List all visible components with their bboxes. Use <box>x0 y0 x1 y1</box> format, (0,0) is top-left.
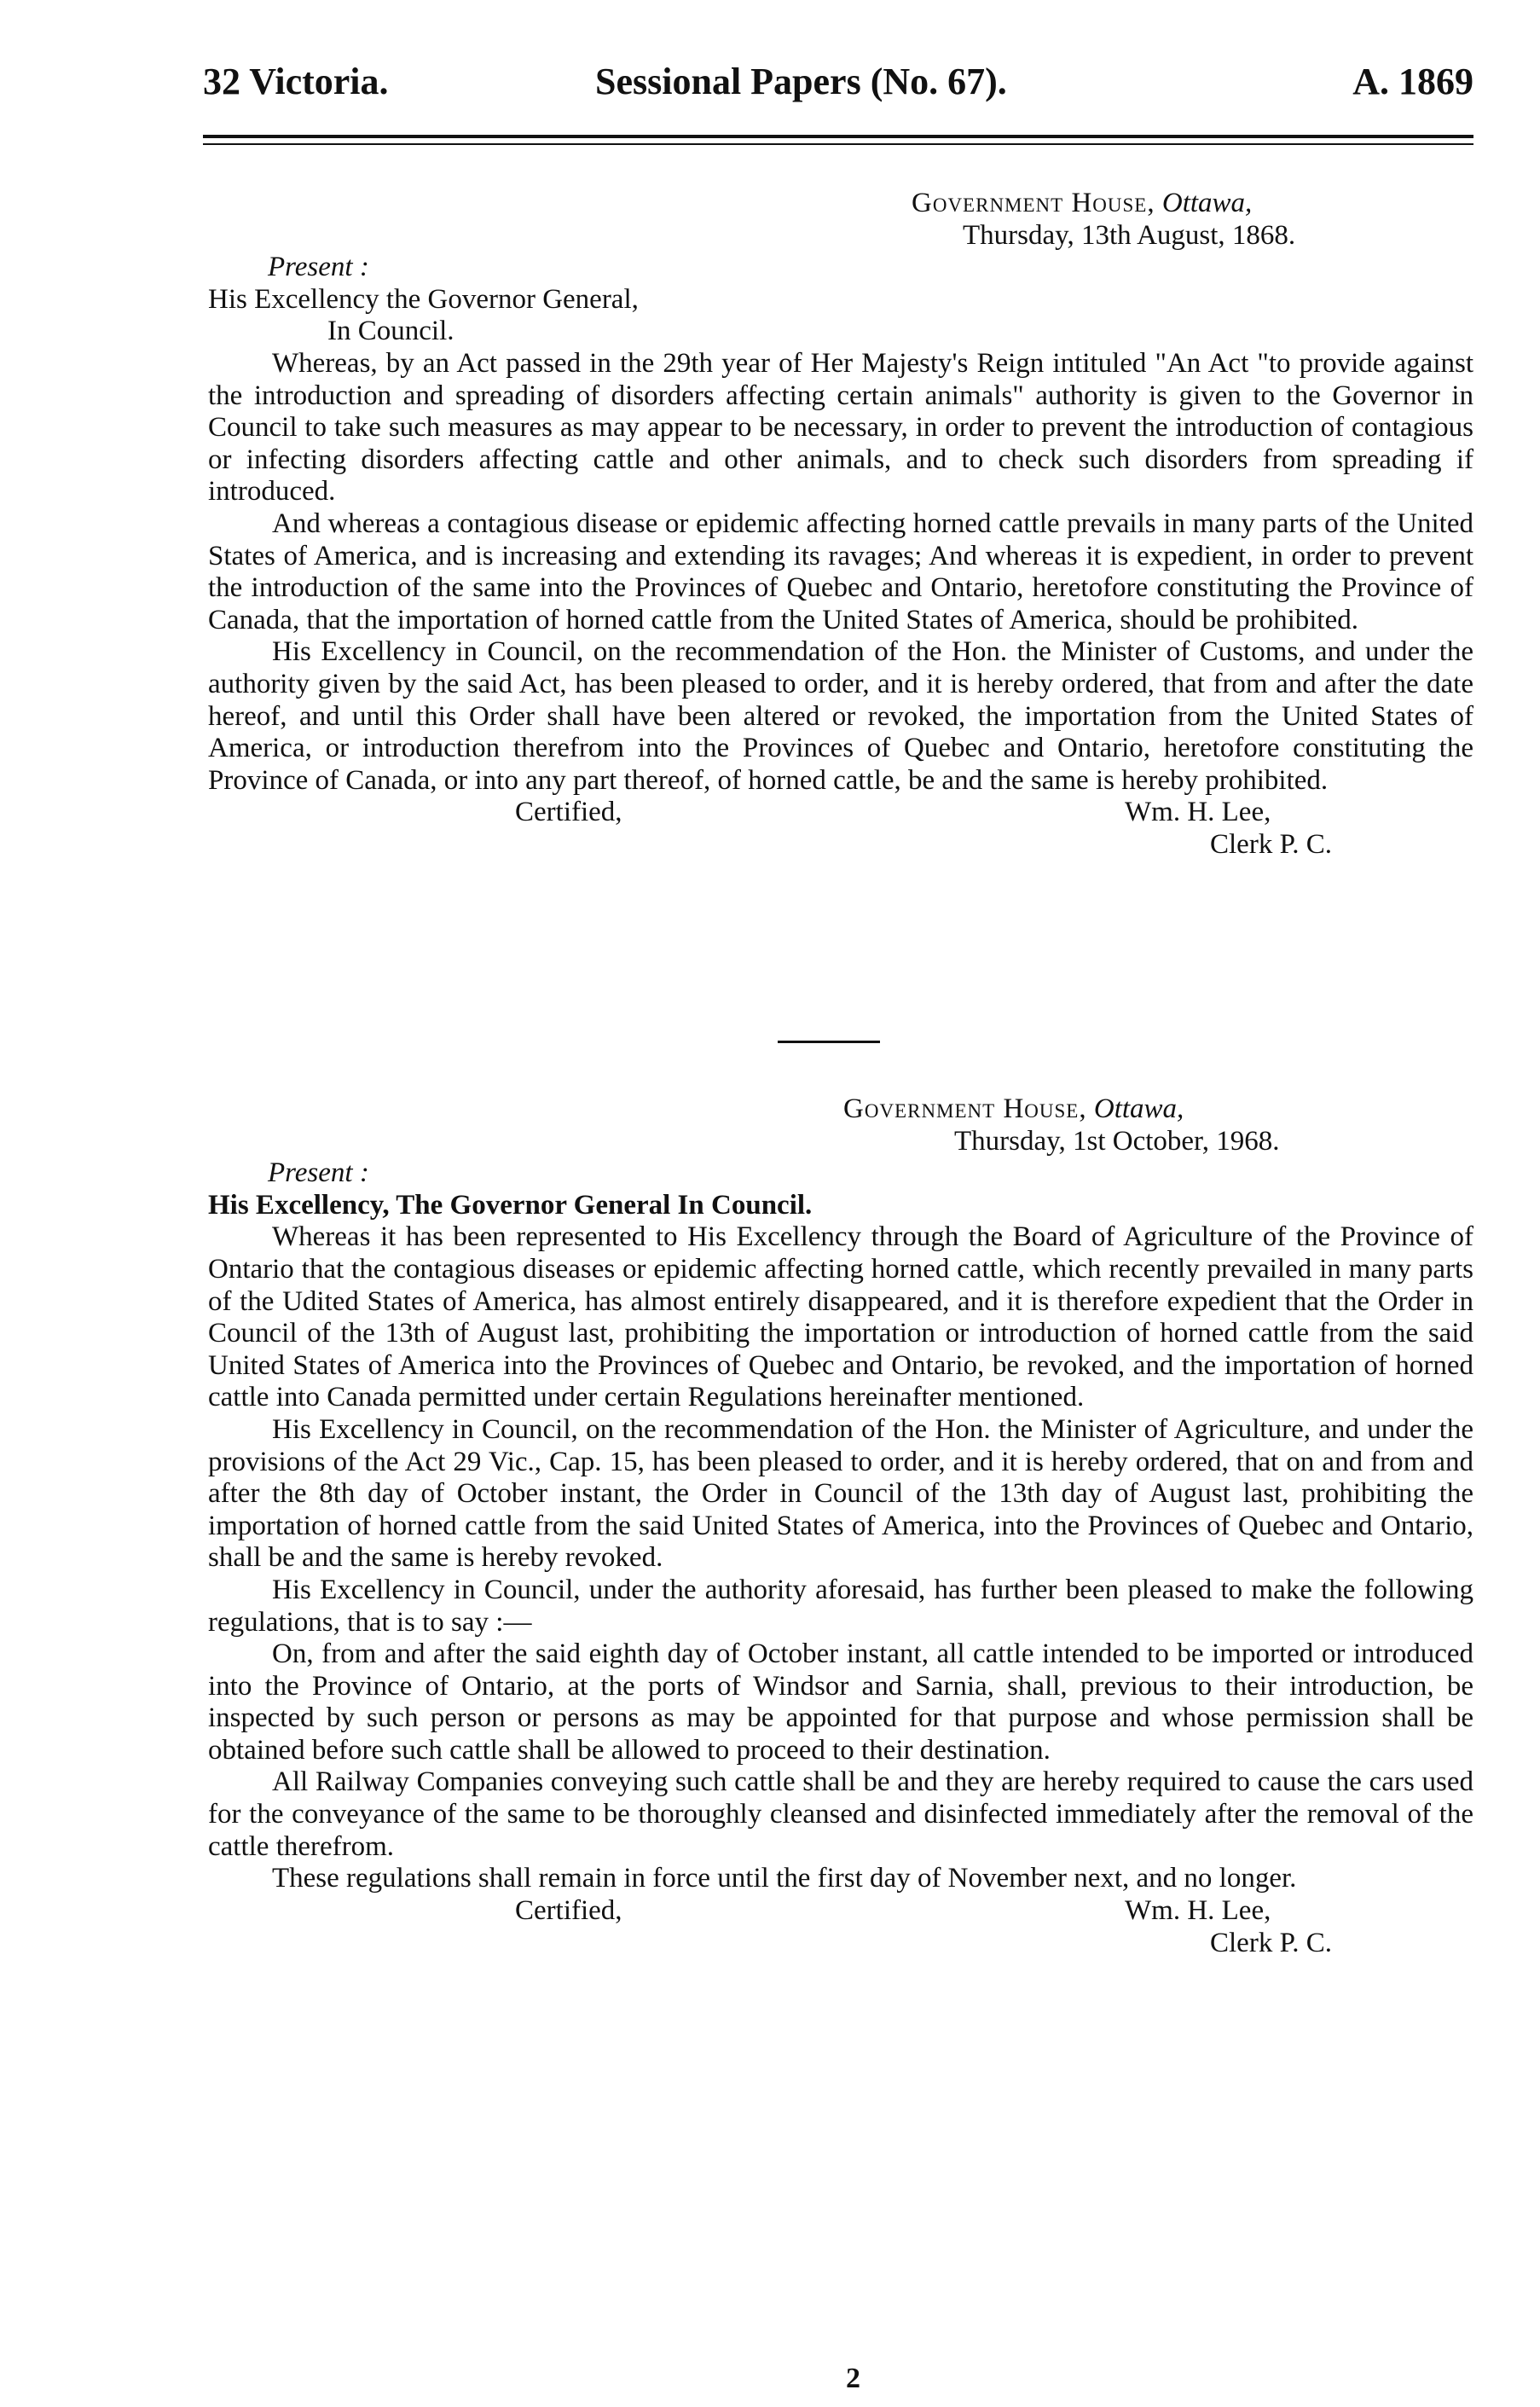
paragraph: His Excellency in Council, under the authority aforesaid, has further been pleased to make the following regulations, that is to say :— <box>208 1574 1473 1638</box>
paragraph: His Excellency in Council, on the recommendation of the Hon. the Minister of Customs, and under the authority given by the said Act, has been pleased to order, and it is hereby ordered, that from and after the date hereof, and until this Order shall have been altered or revoked, the importation from the United States of America, or introduction therefrom into the Provinces of Quebec and Ontario, heretofore constituting the Province of Canada, or into any part thereof, of horned cattle, be and the same is hereby prohibited. <box>208 636 1473 796</box>
header-session: 32 Victoria. <box>203 61 389 102</box>
header-rule-thin <box>203 143 1473 145</box>
certified-label: Certified, <box>515 1894 622 1926</box>
running-header <box>203 60 1473 111</box>
paragraph: His Excellency in Council, on the recommendation of the Hon. the Minister of Agriculture, and under the provisions of the Act 29 Vic., Cap. 15, has been pleased to order, and it is hereby ordered, that on and from and after the 8th day of October instant, the Order in Council of the 13th day of August last, prohibiting the importation of horned cattle from the said United States of America, into the Provinces of Quebec and Ontario, shall be and the same is hereby revoked. <box>208 1413 1473 1574</box>
paragraph: And whereas a contagious disease or epidemic affecting horned cattle prevails in many parts of the United States of America, and is increasing and extending its ravages; And whereas it is expedient, in order to prevent the introduction of the same into the Provinces of Quebec and Ontario, heretofore constituting the Province of Canada, that the importation of horned cattle from the United States of America, should be prohibited. <box>208 508 1473 635</box>
signer-name: Wm. H. Lee, <box>1125 1894 1271 1926</box>
order-in-council-2 <box>208 1093 1473 1963</box>
council-line: His Excellency, The Governor General In Council. <box>208 1189 813 1221</box>
dateline-place: Ottawa, <box>1093 1093 1184 1124</box>
paragraph: Whereas it has been represented to His Excellency through the Board of Agriculture of the Province of Ontario that the contagious diseases or epidemic affecting horned cattle, which recently prevailed in many parts of the Udited States of America, has almost entirely disappeared, and it is therefore expedient that the Order in Council of the 13th of August last, prohibiting the importation or introduction of horned cattle from the said United States of America into the Provinces of Quebec and Ontario, be revoked, and the importation of horned cattle into Canada permitted under certain Regulations hereinafter mentioned. <box>208 1221 1473 1413</box>
dateline-date: Thursday, 13th August, 1868. <box>963 219 1296 251</box>
council-line: His Excellency the Governor General, <box>208 283 639 315</box>
order-in-council-1 <box>208 188 1473 865</box>
dateline <box>843 1093 1473 1157</box>
header-title: Sessional Papers (No. 67). <box>595 61 1007 102</box>
present-label: Present : <box>268 252 369 283</box>
section-divider <box>778 1041 880 1043</box>
signature-block <box>208 1895 1473 1963</box>
paragraph: All Railway Companies conveying such cattle shall be and they are hereby required to cause the cars used for the conveyance of the same to be thoroughly cleansed and disinfected immediately after the removal of the cattle therefrom. <box>208 1766 1473 1862</box>
signer-title: Clerk P. C. <box>1210 829 1333 861</box>
signer-title: Clerk P. C. <box>1210 1927 1333 1958</box>
paragraph: Whereas, by an Act passed in the 29th year of Her Majesty's Reign intituled "An Act "to provide against the introduction and spreading of disorders affecting certain animals" authority is given to the Governor in Council to take such measures as may appear to be necessary, in order to prevent the introduction of contagious or infecting disorders affecting cattle and other animals, and to check such disorders from spreading if introduced. <box>208 347 1473 508</box>
dateline-place: Ottawa, <box>1161 188 1253 218</box>
header-year: A. 1869 <box>1352 61 1473 102</box>
dateline <box>912 188 1473 252</box>
dateline-date: Thursday, 1st October, 1968. <box>954 1125 1280 1157</box>
certified-label: Certified, <box>515 797 622 828</box>
dateline-house: Government House, <box>912 188 1155 218</box>
signature-block <box>208 797 1473 865</box>
dateline-house: Government House, <box>843 1093 1087 1124</box>
present-label: Present : <box>268 1157 369 1189</box>
paragraph: On, from and after the said eighth day of October instant, all cattle intended to be imported or introduced into the Province of Ontario, at the ports of Windsor and Sarnia, shall, previous to their introduction, be inspected by such person or persons as may be appointed for that purpose and whose permission shall be obtained before such cattle shall be allowed to proceed to their destination. <box>208 1638 1473 1766</box>
council-line: In Council. <box>327 316 454 347</box>
paragraph: These regulations shall remain in force until the first day of November next, and no longer. <box>272 1863 1297 1894</box>
header-rule-thick <box>203 135 1473 138</box>
signer-name: Wm. H. Lee, <box>1125 797 1271 828</box>
page-number: 2 <box>846 2363 860 2394</box>
